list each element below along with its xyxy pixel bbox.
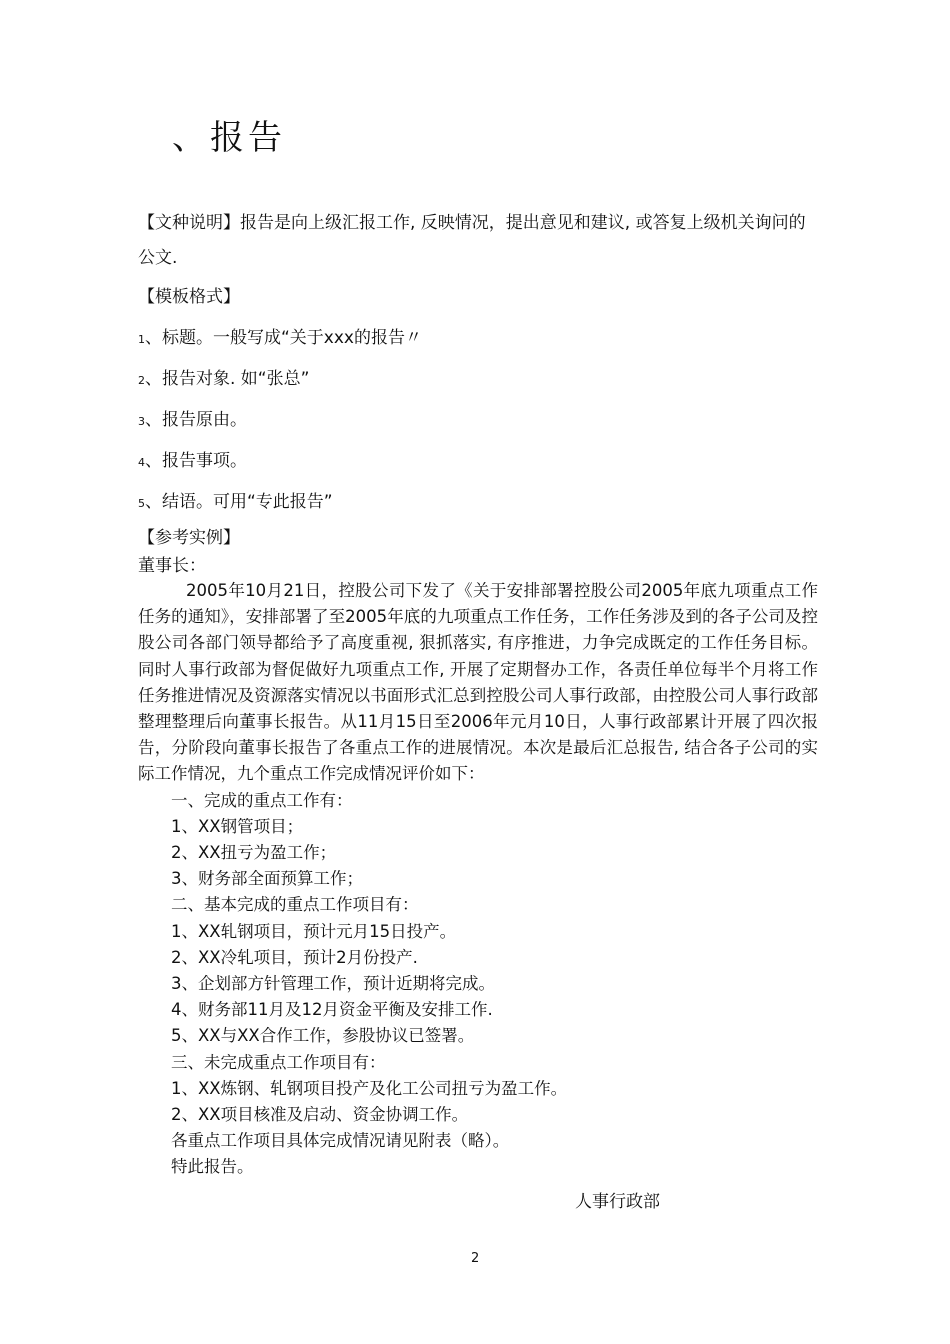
list-item: 5、XX与XX合作工作，参股协议已签署。 [171,1026,475,1046]
section3-heading: 三、未完成重点工作项目有： [171,1052,386,1072]
list-item: 1、XX钢管项目； [171,816,304,836]
item-number: 5 [138,497,145,510]
list-item: 2、XX冷轧项目，预计2月份投产. [171,947,418,967]
section1-heading: 一、完成的重点工作有： [171,790,353,810]
section2-heading: 二、基本完成的重点工作项目有： [171,895,419,915]
item-text: 、结语。可用“专此报告” [145,492,333,512]
example-heading: 【参考实例】 [138,528,240,548]
list-item: 2、XX扭亏为盈工作； [171,843,337,863]
document-title: 、报告 [172,118,286,158]
item-text: 、报告事项。 [145,451,247,471]
closing-note: 各重点工作项目具体完成情况请见附表（略）。 [171,1131,510,1151]
item-number: 4 [138,456,145,469]
list-item: 3、财务部全面预算工作； [171,869,363,889]
template-item-4 [138,446,247,471]
list-item: 3、企划部方针管理工作，预计近期将完成。 [171,974,495,994]
body-paragraph: 2005年10月21日，控股公司下发了《关于安排部署控股公司2005年底九项重点工作任务的通知》，安排部署了至2005年底的九项重点工作任务，工作任务涉及到的各子公司及控股公司各部门领导都给予了高度重视, 狠抓落实, 有序推进，力争完成既定的工作任务目标。同时人事行政部为督促做好九项重点工作, 开展了定期督办工作，各责任单位每半个月将工作任务推进情况及资源落实情况以书面形式汇总到控股公司人事行政部，由控股公司人事行政部整理整理后向董事长报告。从11月15日至2006年元月10日，人事行政部累计开展了四次报告，分阶段向董事长报告了各重点工作的进展情况。本次是最后汇总报告, 结合各子公司的实际工作情况，九个重点工作完成情况评价如下： [138,581,818,784]
list-item: 1、XX炼钢、轧钢项目投产及化工公司扭亏为盈工作。 [171,1078,568,1098]
list-item: 4、财务部11月及12月资金平衡及安排工作. [171,1000,493,1020]
report-body [138,578,818,1181]
list-item: 2、XX项目核准及启动、资金协调工作。 [171,1105,469,1125]
doc-type-description: 【文种说明】报告是向上级汇报工作, 反映情况，提出意见和建议, 或答复上级机关询问的公文. [138,213,806,268]
template-heading: 【模板格式】 [138,287,240,307]
signature: 人事行政部 [575,1192,660,1212]
template-item-2 [138,364,309,389]
item-text: 、报告对象. 如“张总” [145,369,310,389]
page-number: 2 [471,1251,480,1266]
list-item: 1、XX轧钢项目，预计元月15日投产。 [171,921,457,941]
template-item-3 [138,405,247,430]
template-item-1 [138,323,422,348]
item-text: 、报告原由。 [145,410,247,430]
closing-phrase: 特此报告。 [171,1157,254,1177]
item-number: 2 [138,374,145,387]
item-number: 3 [138,415,145,428]
template-item-5 [138,487,333,512]
item-number: 1 [138,333,145,346]
salutation: 董事长： [138,556,206,576]
item-text: 、标题。一般写成“关于xxx的报告〃 [145,328,422,348]
